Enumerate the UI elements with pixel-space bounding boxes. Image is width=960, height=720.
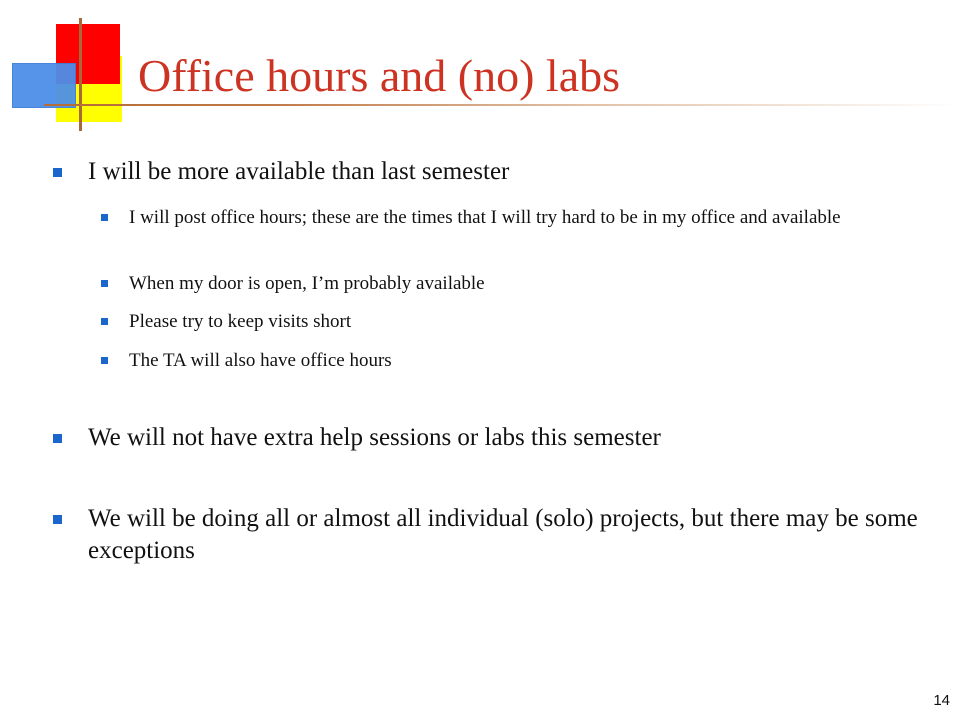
subbullet-marker <box>101 357 108 364</box>
bullet-text: I will be more available than last semester <box>88 158 510 185</box>
bullet-marker <box>53 168 62 177</box>
subbullet-marker <box>101 280 108 287</box>
bullet-text: We will not have extra help sessions or labs this semester <box>88 424 661 451</box>
subbullet-item <box>129 270 929 297</box>
subbullet-text: Please try to keep visits short <box>129 311 352 332</box>
bullet-marker <box>53 434 62 443</box>
subbullet-marker <box>101 214 108 221</box>
slide-title: Office hours and (no) labs <box>138 50 621 101</box>
subbullet-item <box>129 204 929 231</box>
bullet-item <box>88 156 928 188</box>
subbullet-text: I will post office hours; these are the times that I will try hard to be in my office and available <box>129 207 841 228</box>
subbullet-text: The TA will also have office hours <box>129 350 392 371</box>
bullet-text: We will be doing all or almost all individual (solo) projects, but there may be some exceptions <box>88 505 918 564</box>
bullet-item <box>88 422 928 454</box>
subbullet-item <box>129 347 929 374</box>
bullet-item <box>88 503 928 567</box>
subbullet-item <box>129 308 929 335</box>
subbullet-marker <box>101 318 108 325</box>
subbullet-text: When my door is open, I’m probably available <box>129 273 485 294</box>
bullet-marker <box>53 515 62 524</box>
page-number: 14 <box>933 692 950 709</box>
